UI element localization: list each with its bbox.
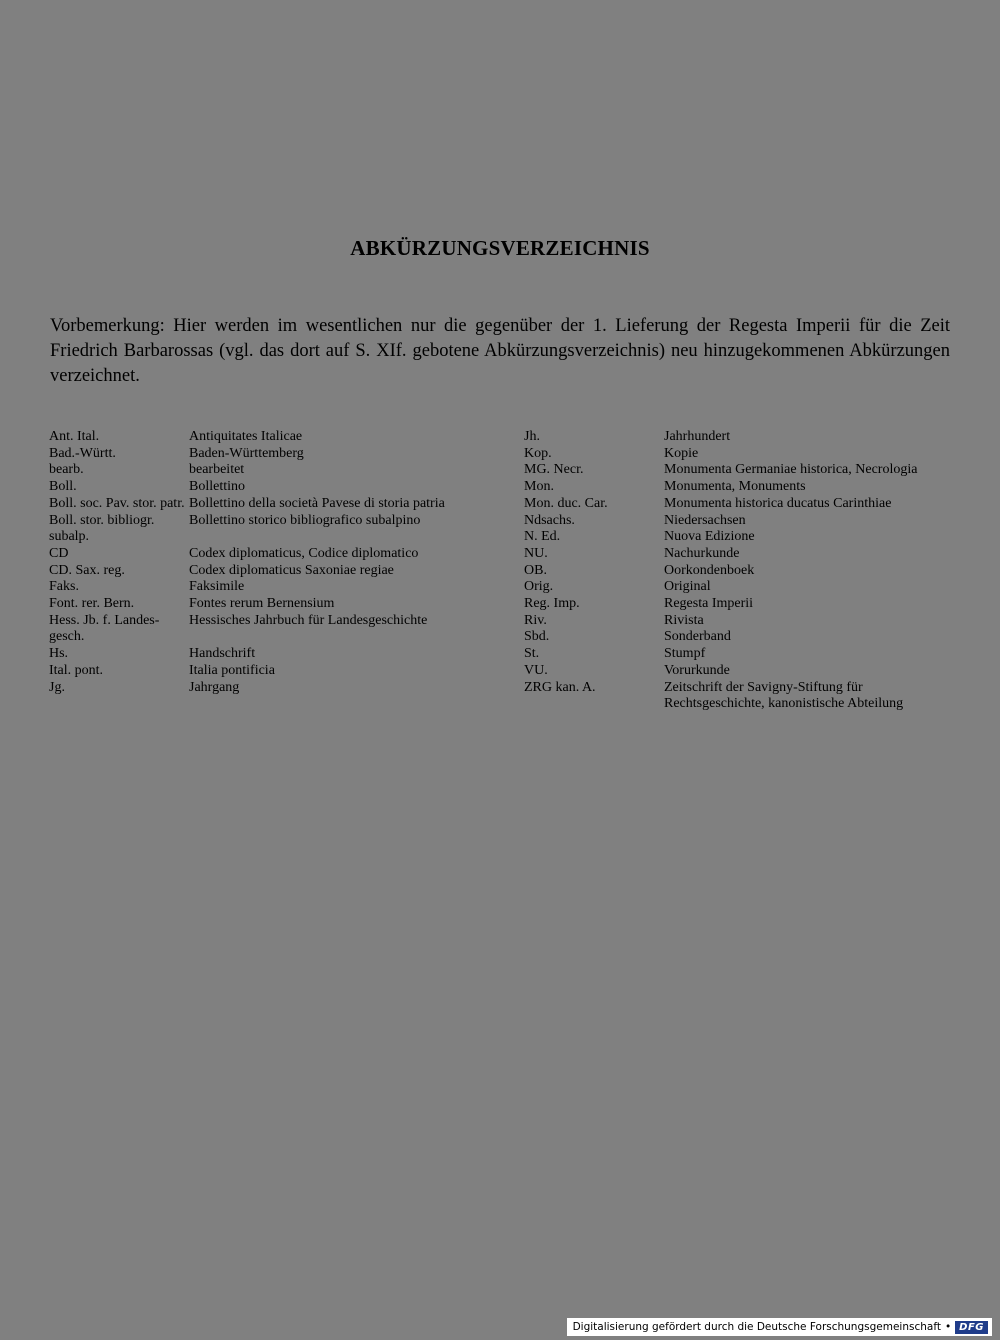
abbreviation: Sbd.	[524, 629, 550, 645]
abbreviation: Hess. Jb. f. Landes-gesch.	[49, 612, 160, 645]
abbreviation-entry	[49, 596, 489, 613]
abbreviation: Reg. Imp.	[524, 596, 580, 612]
preface-paragraph: Vorbemerkung: Hier werden im wesentlichen nur die gegenüber der 1. Lieferung der Regesta Imperii für die Zeit Friedrich Barbarossas (vgl. das dort auf S. XIf. gebotene Abkürzungsverzeichnis) neu hinzugekommenen Abkürzungen verzeichnet.	[50, 316, 950, 386]
abbreviation-expansion: Bollettino storico bibliografico subalpino	[189, 512, 421, 528]
abbreviation: Orig.	[524, 579, 554, 595]
abbreviation-entry	[49, 646, 489, 663]
abbreviation-expansion: Monumenta historica ducatus Carinthiae	[664, 495, 892, 511]
abbreviation-entry	[49, 462, 489, 479]
abbreviation-entry	[524, 462, 954, 479]
abbreviation-expansion: Zeitschrift der Savigny-Stiftung für Rechtsgeschichte, kanonistische Abteilung	[664, 679, 904, 712]
abbreviation-entry	[524, 680, 954, 713]
abbreviation-expansion: Baden-Württemberg	[189, 445, 304, 461]
abbreviation-expansion: bearbeitet	[189, 462, 245, 478]
abbreviation-expansion: Monumenta, Monuments	[664, 479, 806, 495]
abbreviation-entry	[49, 429, 489, 446]
abbreviation-entry	[524, 513, 954, 530]
abbreviation-entry	[524, 496, 954, 513]
abbreviation-expansion: Bollettino	[189, 479, 245, 495]
abbreviation: Ital. pont.	[49, 662, 104, 678]
abbreviation: Ant. Ital.	[49, 429, 100, 444]
abbreviation-expansion: Nachurkunde	[664, 545, 740, 561]
abbreviation-entry	[524, 563, 954, 580]
abbreviation-entry	[49, 663, 489, 680]
abbreviation-expansion: Jahrgang	[189, 679, 240, 695]
abbreviation: ZRG kan. A.	[524, 679, 596, 695]
abbreviation-expansion: Codex diplomaticus, Codice diplomatico	[189, 545, 419, 561]
abbreviation-entry	[524, 579, 954, 596]
abbreviation-entry	[49, 479, 489, 496]
abbreviation: St.	[524, 646, 540, 662]
abbreviation: Mon.	[524, 479, 554, 495]
abbreviation-expansion: Hessisches Jahrbuch für Landesgeschichte	[189, 612, 428, 628]
abbreviation-expansion: Oorkondenboek	[664, 562, 755, 578]
abbreviation-expansion: Faksimile	[189, 579, 245, 595]
abbreviation: Font. rer. Bern.	[49, 596, 135, 612]
abbreviation-expansion: Bollettino della società Pavese di storia patria	[189, 495, 445, 511]
funding-text: Digitalisierung gefördert durch die Deutsche Forschungsgemeinschaft	[572, 1321, 941, 1333]
abbreviation-entry	[524, 529, 954, 546]
abbreviation-expansion: Kopie	[664, 445, 699, 461]
page-title: ABKÜRZUNGSVERZEICHNIS	[350, 236, 650, 260]
abbreviation-expansion: Codex diplomaticus Saxoniae regiae	[189, 562, 394, 578]
abbreviation-entry	[49, 579, 489, 596]
abbreviation: Boll. stor. bibliogr. subalp.	[49, 512, 155, 545]
abbreviation-expansion: Original	[664, 579, 711, 595]
abbreviation-entry	[49, 680, 489, 697]
abbreviation-expansion: Monumenta Germaniae historica, Necrologia	[664, 462, 918, 478]
abbreviation-expansion: Handschrift	[189, 646, 256, 662]
abbreviation: VU.	[524, 662, 548, 678]
abbreviation-expansion: Niedersachsen	[664, 512, 746, 528]
abbreviation-entry	[49, 613, 489, 646]
abbreviation: OB.	[524, 562, 547, 578]
abbreviation-expansion: Antiquitates Italicae	[189, 429, 303, 444]
abbreviation: Boll. soc. Pav. stor. patr.	[49, 495, 185, 511]
abbreviation-entry	[49, 546, 489, 563]
dfg-logo-icon: DFG	[955, 1321, 988, 1334]
abbreviation-expansion: Rivista	[664, 612, 704, 628]
abbreviation-entry	[524, 646, 954, 663]
abbreviation: Ndsachs.	[524, 512, 575, 528]
abbreviation: Boll.	[49, 479, 77, 495]
abbreviation: Kop.	[524, 445, 552, 461]
abbreviation-expansion: Regesta Imperii	[664, 596, 754, 612]
abbreviation: N. Ed.	[524, 529, 561, 545]
abbreviation: Riv.	[524, 612, 547, 628]
abbreviation-entry	[49, 513, 489, 546]
abbreviation: NU.	[524, 545, 548, 561]
abbreviation-expansion: Fontes rerum Bernensium	[189, 596, 335, 612]
abbreviation-expansion: Vorurkunde	[664, 662, 730, 678]
abbreviation: Jg.	[49, 679, 65, 695]
abbreviation-entry	[524, 613, 954, 630]
abbreviation-expansion: Jahrhundert	[664, 429, 731, 444]
abbreviation-expansion: Nuova Edizione	[664, 529, 755, 545]
abbreviation: Hs.	[49, 646, 69, 662]
abbreviation-expansion: Sonderband	[664, 629, 731, 645]
abbreviation: MG. Necr.	[524, 462, 584, 478]
abbreviation: Faks.	[49, 579, 79, 595]
abbreviation-entry	[524, 596, 954, 613]
abbreviation: Mon. duc. Car.	[524, 495, 608, 511]
funding-separator: •	[944, 1321, 952, 1333]
abbreviation-entry	[524, 479, 954, 496]
abbreviation: CD. Sax. reg.	[49, 562, 125, 578]
abbreviation-expansion: Italia pontificia	[189, 662, 275, 678]
abbreviation-list-left	[49, 429, 489, 696]
abbreviation-entry	[49, 446, 489, 463]
abbreviation-entry	[49, 563, 489, 580]
abbreviation-entry	[524, 663, 954, 680]
abbreviation-entry	[524, 446, 954, 463]
abbreviation-entry	[524, 546, 954, 563]
abbreviation-list-right	[524, 429, 954, 713]
abbreviation-expansion: Stumpf	[664, 646, 706, 662]
abbreviation: Bad.-Württ.	[49, 445, 116, 461]
funding-notice	[567, 1318, 992, 1336]
abbreviation-entry	[49, 496, 489, 513]
abbreviation: Jh.	[524, 429, 540, 444]
abbreviation-entry	[524, 629, 954, 646]
abbreviation: CD	[49, 545, 69, 561]
abbreviation: bearb.	[49, 462, 84, 478]
abbreviation-entry	[524, 429, 954, 446]
